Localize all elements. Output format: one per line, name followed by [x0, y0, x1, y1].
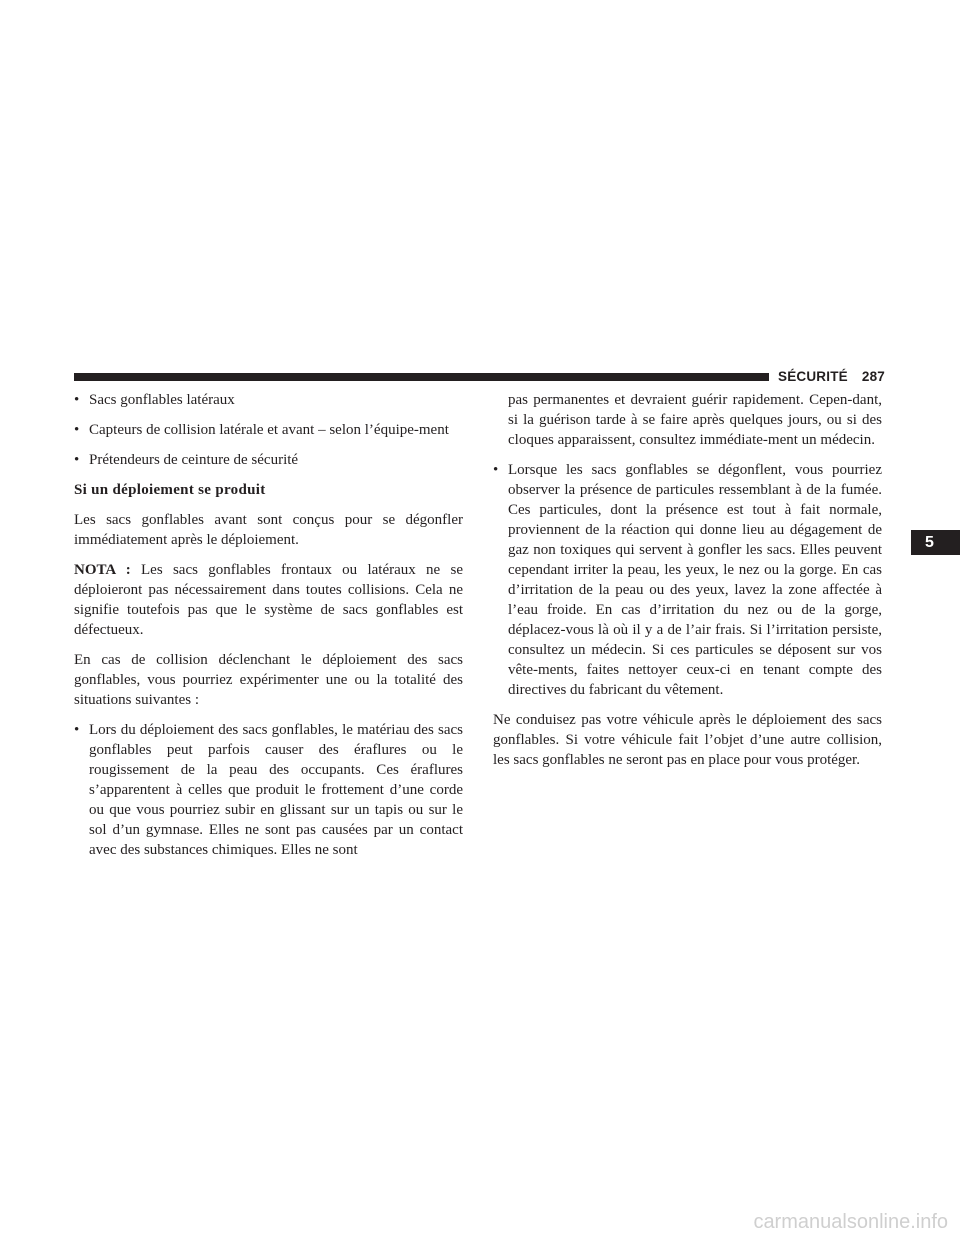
header-rule — [74, 373, 769, 381]
list-item-continuation: pas permanentes et devraient guérir rapidement. Cepen-dant, si la guérison tarde à se faire après quelques jours, ou si des cloques apparaissent, consultez immédiate-ment un médecin. — [508, 392, 882, 448]
note-label: NOTA : — [74, 562, 131, 578]
list-item-text: Capteurs de collision latérale et avant – selon l’équipe-ment — [89, 422, 449, 438]
bullet-icon: • — [74, 392, 80, 408]
bullet-icon: • — [74, 452, 80, 468]
chapter-number: 5 — [925, 533, 934, 551]
list-item-text: Sacs gonflables latéraux — [89, 392, 235, 408]
bullet-icon: • — [74, 422, 80, 438]
list-item — [74, 450, 463, 470]
list-item-text: Lors du déploiement des sacs gonflables, le matériau des sacs gonflables peut parfois causer des éraflures ou le rougissement de la peau des occupants. Ces éraflures s’apparentent à celles que produit le frottement d’une corde ou que vous pourriez subir en glissant sur un tapis ou sur le sol d’un gymnase. Elles ne sont pas causées par un contact avec des substances chimiques. Elles ne sont — [89, 722, 463, 858]
section-title: SÉCURITÉ — [778, 368, 848, 384]
bullet-icon: • — [74, 722, 80, 738]
list-item — [74, 390, 463, 410]
bullet-icon: • — [493, 462, 499, 478]
list-item-text: Lorsque les sacs gonflables se dégonflent, vous pourriez observer la présence de particules ressemblant à de la fumée. Ces particules, dont la présence est tout à fait normale, proviennent de la réaction qui donne lieu au dégagement de gaz non toxiques qui servent à gonfler les sacs. Elles peuvent cependant irriter la peau, les yeux, le nez ou la gorge. En cas d’irritation de la peau ou des yeux, lavez la zone affectée à l’eau froide. En cas d’irritation du nez ou de la gorge, déplacez-vous là où il y a de l’air frais. Si l’irritation persiste, consultez un médecin. Si ces particules se déposent sur vos vête-ments, faites nettoyer ceux-ci en tenant compte des directives du fabricant du vêtement. — [508, 462, 882, 698]
note-paragraph — [74, 560, 463, 640]
paragraph: Les sacs gonflables avant sont conçus pour se dégonfler immédiatement après le déploiement. — [74, 512, 463, 548]
list-item-text: Prétendeurs de ceinture de sécurité — [89, 452, 299, 468]
list-item — [74, 720, 463, 860]
list-item — [74, 420, 463, 440]
page-number: 287 — [861, 368, 885, 384]
paragraph: En cas de collision déclenchant le déploiement des sacs gonflables, vous pourriez expérimenter une ou la totalité des situations suivantes : — [74, 652, 463, 708]
watermark: carmanualsonline.info — [753, 1211, 948, 1233]
left-column — [74, 390, 463, 870]
right-column — [493, 390, 882, 780]
note-text: Les sacs gonflables frontaux ou latéraux ne se déploieront pas nécessairement dans toutes collisions. Cela ne signifie toutefois pas que le système de sacs gonflables est défectueux. — [74, 562, 464, 638]
paragraph: Ne conduisez pas votre véhicule après le déploiement des sacs gonflables. Si votre véhicule fait l’objet d’une autre collision, les sacs gonflables ne seront pas en place pour vous protéger. — [493, 712, 882, 768]
page-header — [778, 366, 885, 386]
section-heading: Si un déploiement se produit — [74, 482, 266, 498]
list-item — [493, 460, 882, 700]
chapter-tab[interactable] — [911, 530, 960, 555]
